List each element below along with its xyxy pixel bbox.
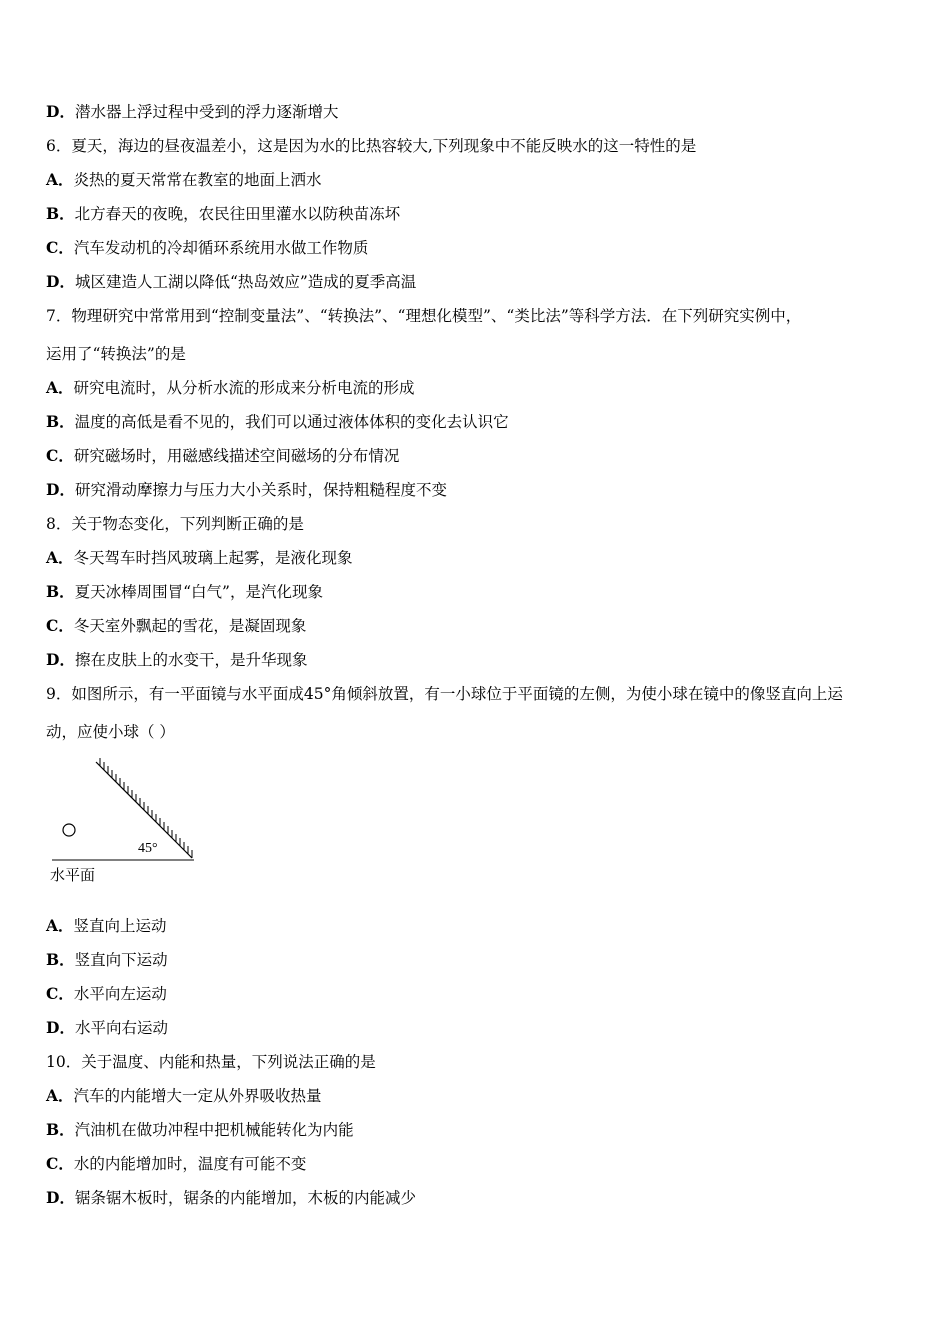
option-text: 北方春天的夜晚，农民往田里灌水以防秧苗冻坏 bbox=[74, 205, 401, 223]
q9-option-d bbox=[46, 1018, 910, 1038]
option-text: 水的内能增加时，温度有可能不变 bbox=[73, 1155, 307, 1173]
q6-option-b bbox=[46, 204, 910, 224]
angle-label: 45° bbox=[138, 841, 158, 856]
ground-label: 水平面 bbox=[50, 866, 96, 884]
option-letter: B． bbox=[46, 412, 75, 431]
option-letter: C． bbox=[46, 238, 74, 257]
option-text: 冬天室外飘起的雪花，是凝固现象 bbox=[73, 617, 307, 635]
option-text: 汽油机在做功冲程中把机械能转化为内能 bbox=[74, 1121, 354, 1139]
q7-option-b bbox=[46, 412, 910, 432]
option-text: 冬天驾车时挡风玻璃上起雾，是液化现象 bbox=[73, 549, 353, 567]
option-text: 锯条锯木板时，锯条的内能增加，木板的内能减少 bbox=[74, 1189, 416, 1207]
option-letter: C． bbox=[46, 984, 74, 1003]
option-text: 竖直向下运动 bbox=[74, 951, 168, 969]
q6-option-a bbox=[46, 170, 910, 190]
q10-option-c bbox=[46, 1154, 910, 1174]
option-text: 研究电流时，从分析水流的形成来分析电流的形成 bbox=[73, 379, 415, 397]
q9-stem-line1: 9．如图所示，有一平面镜与水平面成45°角倾斜放置，有一小球位于平面镜的左侧，为使小球在镜中的像竖直向上运 bbox=[46, 685, 843, 703]
option-letter: A． bbox=[46, 916, 74, 935]
option-text: 汽车的内能增大一定从外界吸收热量 bbox=[73, 1087, 322, 1105]
option-text: 水平向左运动 bbox=[73, 985, 167, 1003]
option-letter: C． bbox=[46, 446, 74, 465]
q6-option-c bbox=[46, 238, 910, 258]
q5-option-d bbox=[46, 102, 910, 122]
option-letter: B． bbox=[46, 582, 75, 601]
option-letter: D． bbox=[46, 272, 75, 291]
q8-option-d bbox=[46, 650, 910, 670]
option-letter: B． bbox=[46, 950, 75, 969]
option-letter: C． bbox=[46, 1154, 74, 1173]
option-text: 潜水器上浮过程中受到的浮力逐渐增大 bbox=[74, 103, 339, 121]
option-letter: A． bbox=[46, 548, 74, 567]
option-letter: B． bbox=[46, 1120, 75, 1139]
q8-option-a bbox=[46, 548, 910, 568]
option-text: 研究滑动摩擦力与压力大小关系时，保持粗糙程度不变 bbox=[74, 481, 447, 499]
option-letter: D． bbox=[46, 102, 75, 121]
option-letter: D． bbox=[46, 480, 75, 499]
option-letter: D． bbox=[46, 650, 75, 669]
mirror-diagram-svg bbox=[44, 758, 214, 888]
q6-option-d bbox=[46, 272, 910, 292]
option-text: 汽车发动机的冷却循环系统用水做工作物质 bbox=[73, 239, 369, 257]
option-text: 温度的高低是看不见的，我们可以通过液体体积的变化去认识它 bbox=[74, 413, 509, 431]
option-letter: D． bbox=[46, 1018, 75, 1037]
option-text: 研究磁场时，用磁感线描述空间磁场的分布情况 bbox=[73, 447, 400, 465]
q9-option-a bbox=[46, 916, 910, 936]
q8-option-c bbox=[46, 616, 910, 636]
option-letter: C． bbox=[46, 616, 74, 635]
mirror-diagram bbox=[44, 758, 214, 888]
option-letter: B． bbox=[46, 204, 75, 223]
q10-option-b bbox=[46, 1120, 910, 1140]
q7-option-c bbox=[46, 446, 910, 466]
option-letter: A． bbox=[46, 1086, 74, 1105]
option-letter: A． bbox=[46, 170, 74, 189]
option-text: 夏天冰棒周围冒“白气”，是汽化现象 bbox=[74, 583, 323, 601]
q10-stem: 10．关于温度、内能和热量，下列说法正确的是 bbox=[46, 1053, 376, 1071]
q10-option-d bbox=[46, 1188, 910, 1208]
q8-stem: 8．关于物态变化，下列判断正确的是 bbox=[46, 515, 304, 533]
q9-stem-line2: 动，应使小球（ ） bbox=[46, 723, 175, 741]
q7-stem-line1: 7．物理研究中常常用到“控制变量法”、“转换法”、“理想化模型”、“类比法”等科学方法．在下列研究实例中， bbox=[46, 307, 802, 325]
q8-option-b bbox=[46, 582, 910, 602]
q7-option-a bbox=[46, 378, 910, 398]
option-text: 竖直向上运动 bbox=[73, 917, 167, 935]
q7-stem-line2: 运用了“转换法”的是 bbox=[46, 345, 186, 363]
option-text: 水平向右运动 bbox=[74, 1019, 168, 1037]
ball bbox=[63, 824, 75, 836]
option-letter: A． bbox=[46, 378, 74, 397]
q6-stem: 6．夏天，海边的昼夜温差小，这是因为水的比热容较大,下列现象中不能反映水的这一特性的是 bbox=[46, 137, 697, 155]
q9-option-b bbox=[46, 950, 910, 970]
option-text: 擦在皮肤上的水变干，是升华现象 bbox=[74, 651, 308, 669]
option-letter: D． bbox=[46, 1188, 75, 1207]
option-text: 城区建造人工湖以降低“热岛效应”造成的夏季高温 bbox=[74, 273, 417, 291]
q7-option-d bbox=[46, 480, 910, 500]
option-text: 炎热的夏天常常在教室的地面上洒水 bbox=[73, 171, 322, 189]
q9-option-c bbox=[46, 984, 910, 1004]
q10-option-a bbox=[46, 1086, 910, 1106]
